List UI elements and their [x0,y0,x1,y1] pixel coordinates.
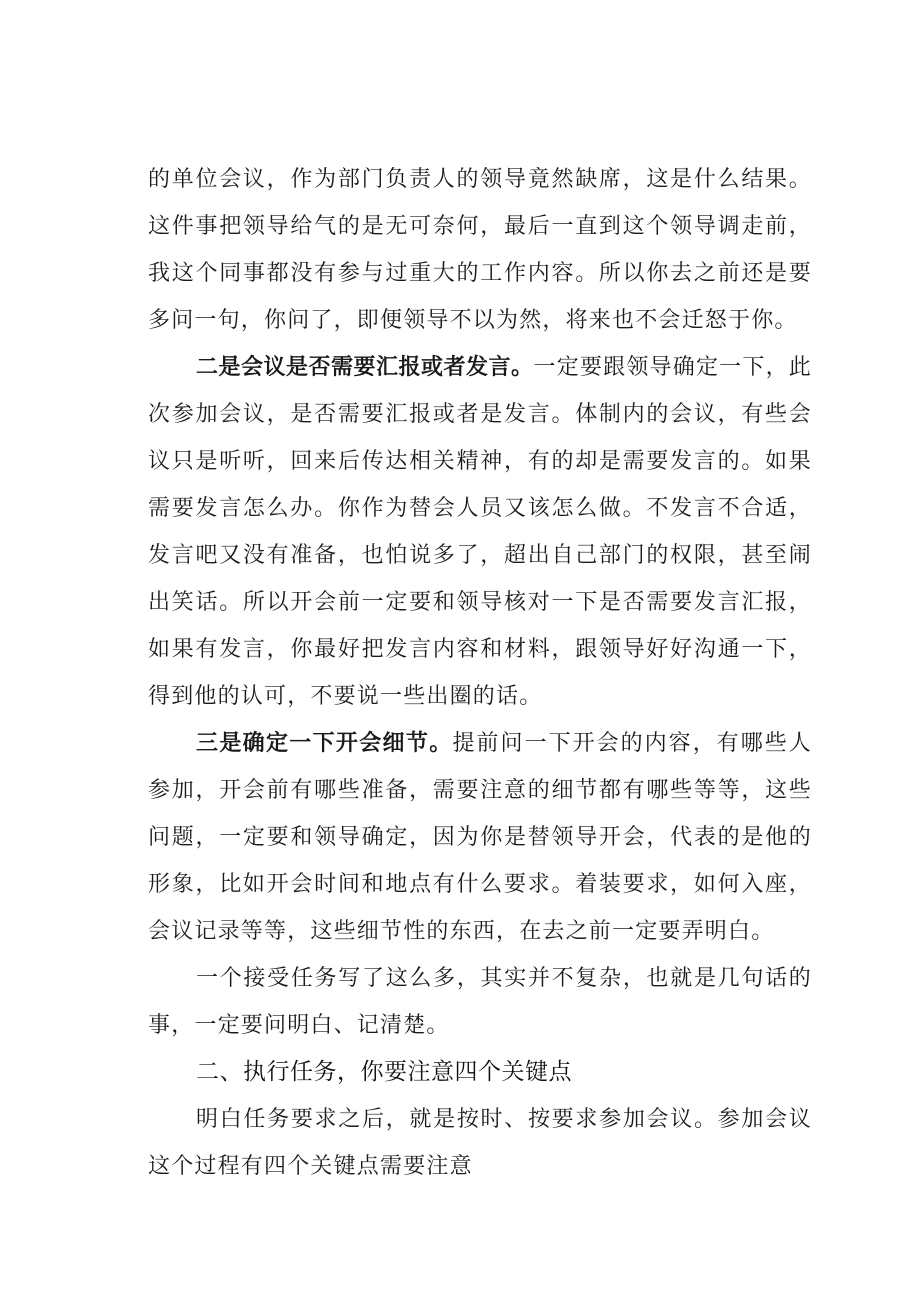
paragraph-point-three [148,720,812,955]
paragraph-text: 明白任务要求之后，就是按时、按要求参加会议。参加会议这个过程有四个关键点需要注意 [148,1107,812,1179]
paragraph-continuation [148,156,812,344]
paragraph-lead: 三是确定一下开会细节。 [196,731,453,756]
paragraph-closing [148,1096,812,1190]
paragraph-lead: 二是会议是否需要汇报或者发言。 [196,355,534,380]
paragraph-point-two [148,344,812,720]
paragraph-text: 一定要跟领导确定一下，此次参加会议，是否需要汇报或者是发言。体制内的会议，有些会议只是听听，回来后传达相关精神，有的却是需要发言的。如果需要发言怎么办。你作为替会人员又该怎么做。不发言不合适，发言吧又没有准备，也怕说多了，超出自己部门的权限，甚至闹出笑话。所以开会前一定要和领导核对一下是否需要发言汇报，如果有发言，你最好把发言内容和材料，跟领导好好沟通一下，得到他的认可，不要说一些出圈的话。 [148,355,812,709]
section-heading: 二、执行任务，你要注意四个关键点 [196,1059,572,1085]
paragraph-text: 的单位会议，作为部门负责人的领导竟然缺席，这是什么结果。这件事把领导给气的是无可奈何，最后一直到这个领导调走前，我这个同事都没有参与过重大的工作内容。所以你去之前还是要多问一句，你问了，即便领导不以为然，将来也不会迁怒于你。 [148,167,812,333]
document-body [148,156,812,1190]
paragraph-summary [148,955,812,1049]
paragraph-text: 提前问一下开会的内容，有哪些人参加，开会前有哪些准备，需要注意的细节都有哪些等等，这些问题，一定要和领导确定，因为你是替领导开会，代表的是他的形象，比如开会时间和地点有什么要求。着装要求，如何入座，会议记录等等，这些细节性的东西，在去之前一定要弄明白。 [148,731,812,944]
paragraph-text: 一个接受任务写了这么多，其实并不复杂，也就是几句话的事，一定要问明白、记清楚。 [148,966,812,1038]
